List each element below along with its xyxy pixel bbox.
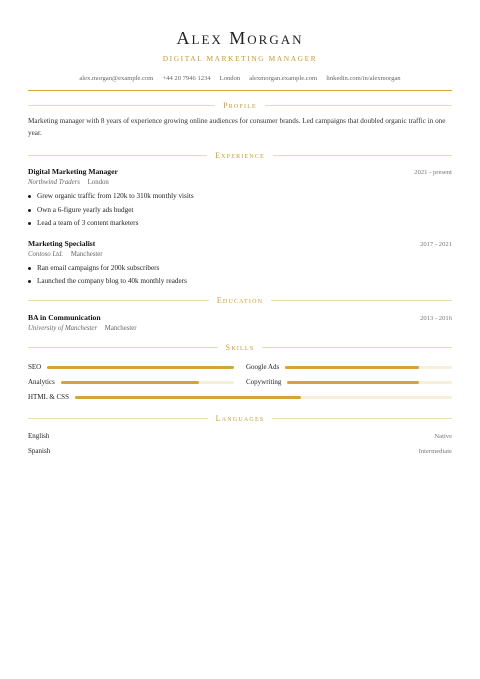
job-city: Manchester [70, 250, 103, 258]
skill-name: HTML & CSS [28, 393, 69, 401]
job-bullet: Ran email campaigns for 200k subscribers [28, 262, 452, 276]
section-heading-experience [28, 149, 452, 161]
heading-line-right [265, 105, 452, 106]
job-company: Contoso Ltd. [28, 250, 64, 258]
profile-summary: Marketing manager with 8 years of experience growing online audiences for consumer brands. Led campaigns that doubled organic traffic in one year. [28, 117, 446, 137]
skill-item [28, 360, 234, 375]
job-date: 2017 - 2021 [420, 240, 452, 248]
header-divider [28, 90, 452, 91]
contact-linkedin[interactable]: linkedin.com/in/alexmorgan [326, 75, 401, 82]
skill-bar [47, 366, 234, 369]
job-bullet: Lead a team of 3 content marketers [28, 217, 452, 231]
job-company: Northwind Traders [28, 179, 80, 186]
skill-name: Copywriting [246, 378, 282, 386]
language-level: Intermediate [418, 447, 452, 455]
language-name: English [28, 432, 50, 440]
job-city: London [87, 179, 109, 186]
job-date: 2021 - present [414, 169, 452, 176]
heading-line-left [28, 155, 207, 156]
job-title: Digital Marketing Manager [28, 167, 118, 176]
section-heading-skills [28, 342, 452, 354]
skill-bar-fill [75, 396, 301, 399]
heading-line-right [262, 347, 452, 348]
skill-name: Analytics [28, 378, 55, 386]
section-heading-profile [28, 99, 452, 111]
section-title: Experience [215, 150, 265, 160]
skill-bar-fill [285, 366, 418, 369]
education-date: 2013 - 2016 [420, 314, 452, 322]
heading-line-right [272, 418, 452, 419]
job-bullet: Own a 6-figure yearly ads budget [28, 204, 452, 218]
section-title: Education [216, 296, 264, 305]
school-name: University of Manchester [28, 324, 98, 332]
skill-item [246, 360, 452, 375]
section-heading-education [28, 295, 452, 307]
job-bullet: Launched the company blog to 40k monthly readers [28, 275, 452, 289]
job-entry [28, 167, 452, 231]
skill-item [246, 375, 452, 390]
skill-bar-fill [287, 381, 419, 384]
heading-line-left [28, 347, 218, 348]
skill-bar-fill [61, 381, 200, 384]
heading-line-left [28, 300, 209, 301]
contact-phone[interactable]: +44 20 7946 1234 [162, 75, 211, 82]
degree-title: BA in Communication [28, 312, 101, 322]
candidate-name: Alex Morgan [176, 28, 304, 48]
skill-bar [285, 366, 452, 369]
education-entry [28, 313, 452, 332]
language-item [28, 429, 452, 444]
job-entry [28, 239, 452, 289]
section-title: Languages [215, 414, 265, 423]
skill-name: Google Ads [246, 363, 280, 371]
contact-row [28, 75, 452, 82]
section-title: Profile [223, 100, 257, 110]
contact-website[interactable]: alexmorgan.example.com [249, 75, 318, 82]
job-bullet: Grew organic traffic from 120k to 310k monthly visits [28, 190, 452, 204]
skill-name: SEO [28, 363, 42, 371]
candidate-role: DIGITAL MARKETING MANAGER [162, 54, 318, 63]
skills-grid [28, 360, 452, 405]
skill-bar [75, 396, 452, 399]
skill-bar-fill [47, 366, 234, 369]
heading-line-left [28, 418, 208, 419]
skill-bar [287, 381, 452, 384]
job-bullets [28, 262, 452, 289]
language-name: Spanish [28, 447, 51, 455]
job-title: Marketing Specialist [28, 238, 96, 248]
skill-item [28, 375, 234, 390]
section-title: Skills [225, 343, 255, 352]
language-item [28, 444, 452, 459]
language-level: Native [434, 432, 452, 440]
languages-list [28, 429, 452, 459]
job-bullets [28, 190, 452, 231]
contact-location: London [219, 75, 241, 82]
contact-email[interactable]: alex.morgan@example.com [79, 75, 154, 82]
heading-line-left [28, 105, 215, 106]
school-city: Manchester [104, 324, 137, 332]
skill-bar [61, 381, 234, 384]
heading-line-right [271, 300, 452, 301]
skill-item [28, 390, 452, 405]
heading-line-right [273, 155, 452, 156]
section-heading-languages [28, 413, 452, 425]
